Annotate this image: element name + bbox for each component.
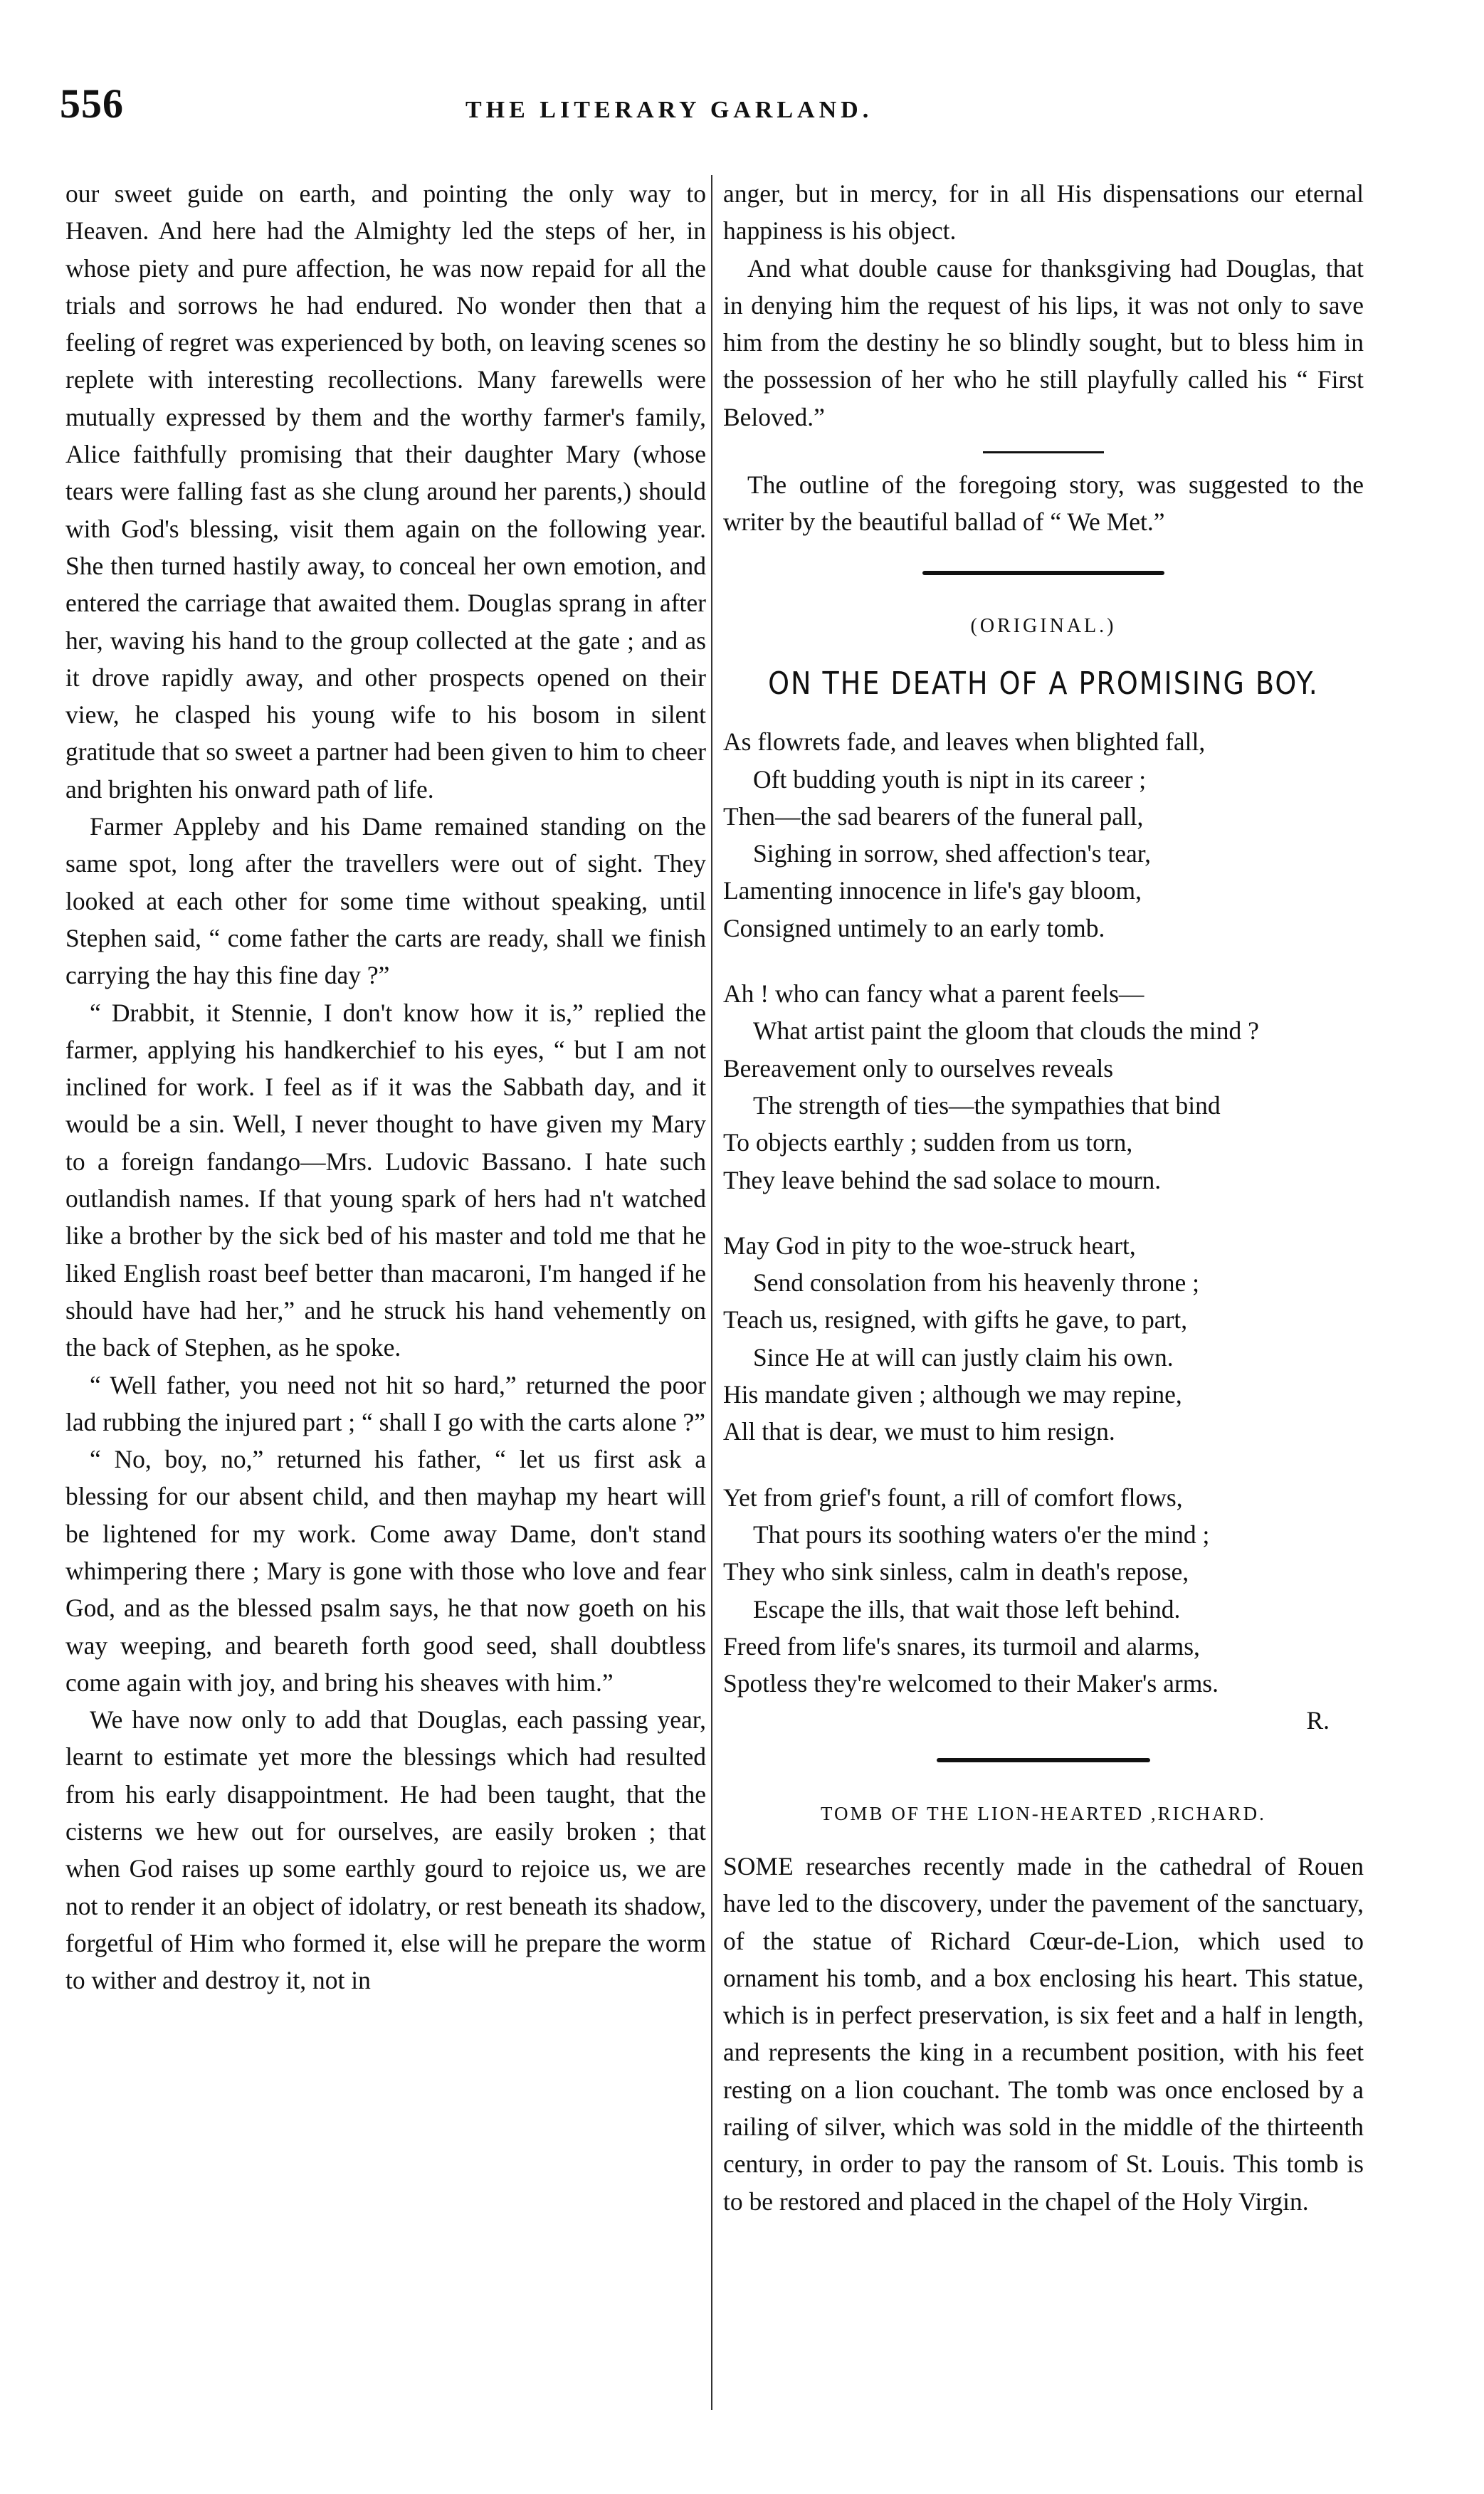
poem-line: Send consolation from his heavenly throne ; [753, 1268, 1200, 1298]
poem-stanza [723, 1479, 1364, 1703]
footnote: The outline of the foregoing story, was suggested to the writer by the beautiful ballad of “ We Met.” [723, 470, 1364, 537]
poem-line: His mandate given ; although we may repine, [723, 1380, 1182, 1409]
poem-line: Since He at will can justly claim his own. [753, 1342, 1174, 1372]
poem-line: Oft budding youth is nipt in its career ; [753, 764, 1147, 794]
left-column [65, 175, 706, 1999]
story-paragraph: And what double cause for thanksgiving had Douglas, that in denying him the request of his lips, it was not only to save him from the destiny he so blindly sought, but to bless him in the possession of her who he still playfully called his “ First Beloved.” [723, 253, 1364, 431]
poem-line: To objects earthly ; sudden from us torn, [723, 1128, 1133, 1157]
story-paragraph: “ No, boy, no,” returned his father, “ let us first ask a blessing for our absent child, and then mayhap my heart will be lightened for my work. Come away Dame, don't stand whimpering there ; Mary is gone with those who love and fear God, and as the blessed psalm says, he that now goeth on his way weeping, and beareth forth good seed, shall doubtless come again with joy, and bring his sheaves with him.” [65, 1445, 706, 1697]
story-paragraph: “ Drabbit, it Stennie, I don't know how it is,” replied the farmer, applying his handkerchief to his eyes, “ but I am not inclined for work. I feel as if it was the Sabbath day, and it would be a sin. Well, I never thought to have given my Mary to a foreign fandango—Mrs. Ludovic Bassano. I hate such outlandish names. If that young spark of hers had n't watched like a brother by the sick bed of his master and told me that he liked English roast beef better than macaroni, I'm hanged if he should have had her,” and he struck his hand vehemently on the back of Stephen, as he spoke. [65, 998, 706, 1362]
running-title: THE LITERARY GARLAND. [465, 97, 873, 123]
poem-line: Ah ! who can fancy what a parent feels— [723, 979, 1144, 1009]
poem-line: Consigned untimely to an early tomb. [723, 913, 1105, 942]
poem-line: The strength of ties—the sympathies that bind [753, 1090, 1221, 1120]
section-divider [937, 1758, 1150, 1762]
story-paragraph: Farmer Appleby and his Dame remained standing on the same spot, long after the travellers were out of sight. They looked at each other for some time without speaking, until Stephen said, “ come father the carts are ready, shall we finish carrying the hay this fine day ?” [65, 812, 706, 990]
story-paragraph: We have now only to add that Douglas, each passing year, learnt to estimate yet more the blessings which had resulted from his early disappointment. He had been taught, that the cisterns we hew out for ourselves, are easily broken ; that when God raises up some earthly gourd to rejoice us, we are not to render it an object of idolatry, or rest beneath its shadow, forgetful of Him who formed it, else will he prepare the worm to wither and destroy it, not in [65, 1705, 706, 1995]
article-heading: TOMB OF THE LION-HEARTED ,RICHARD. [821, 1802, 1266, 1824]
right-column [723, 175, 1364, 2220]
poem-line: Yet from grief's fount, a rill of comfort flows, [723, 1483, 1183, 1512]
story-paragraph: “ Well father, you need not hit so hard,” returned the poor lad rubbing the injured part ; “ shall I go with the carts alone ?” [65, 1370, 706, 1436]
poem-stanza [723, 975, 1364, 1199]
poem-line: Then—the sad bearers of the funeral pall, [723, 801, 1144, 831]
poem-line: All that is dear, we must to him resign. [723, 1417, 1115, 1446]
poem-line: Freed from life's snares, its turmoil and alarms, [723, 1631, 1200, 1661]
story-paragraph: our sweet guide on earth, and pointing the only way to Heaven. And here had the Almighty led the steps of her, in whose piety and pure affection, he was now repaid for all the trials and sorrows he had endured. No wonder then that a feeling of regret was experienced by both, on leaving scenes so replete with interesting recollections. Many farewells were mutually expressed by them and the worthy farmer's family, Alice faithfully promising that their daughter Mary (whose tears were falling fast as she clung around her parents,) should with God's blessing, visit them again on the following year. She then turned hastily away, to conceal her own emotion, and entered the carriage that awaited them. Douglas sprang in after her, waving his hand to the group collected at the gate ; and as it drove rapidly away, and other prospects opened on their view, he clasped his young wife to his bosom in silent gratitude that so sweet a partner had been given to him to cheer and brighten his onward path of life. [65, 179, 706, 804]
poem-line: Teach us, resigned, with gifts he gave, to part, [723, 1305, 1188, 1335]
section-divider [922, 571, 1164, 575]
poem-line: May God in pity to the woe-struck heart, [723, 1231, 1136, 1260]
poem-line: Bereavement only to ourselves reveals [723, 1053, 1114, 1083]
poem-signature: R. [1306, 1706, 1330, 1735]
page-number: 556 [60, 80, 124, 127]
poem-line: Spotless they're welcomed to their Maker's arms. [723, 1669, 1219, 1698]
poem-line: They leave behind the sad solace to mourn. [723, 1165, 1162, 1194]
poem-line: Escape the ills, that wait those left behind. [753, 1594, 1181, 1624]
poem-line: As flowrets fade, and leaves when blighted fall, [723, 727, 1206, 757]
footnote-rule [983, 451, 1104, 453]
poem-title: ON THE DEATH OF A PROMISING BOY. [768, 665, 1319, 702]
poem-stanza [723, 723, 1364, 947]
article-body: SOME researches recently made in the cathedral of Rouen have led to the discovery, under the pavement of the sanctuary, of the statue of Richard Cœur-de-Lion, which used to ornament his tomb, and a box enclosing his heart. This statue, which is in perfect preservation, is six feet and a half in length, and represents the king in a recumbent position, with his feet resting on a lion couchant. The tomb was once enclosed by a railing of silver, which was sold in the middle of the thirteenth century, in order to pay the ransom of St. Louis. This tomb is to be restored and placed in the chapel of the Holy Virgin. [723, 1851, 1364, 2216]
poem-line: Sighing in sorrow, shed affection's tear, [753, 839, 1152, 868]
poem-stanza [723, 1227, 1364, 1451]
poem-line: That pours its soothing waters o'er the mind ; [753, 1520, 1210, 1549]
poem-line: What artist paint the gloom that clouds the mind ? [753, 1016, 1259, 1046]
original-label: (ORIGINAL.) [970, 614, 1117, 637]
poem-line: Lamenting innocence in life's gay bloom, [723, 876, 1142, 905]
story-paragraph: anger, but in mercy, for in all His dispensations our eternal happiness is his object. [723, 179, 1364, 246]
column-divider [711, 175, 712, 2410]
page-header [60, 80, 1391, 144]
poem-line: They who sink sinless, calm in death's repose, [723, 1557, 1189, 1587]
